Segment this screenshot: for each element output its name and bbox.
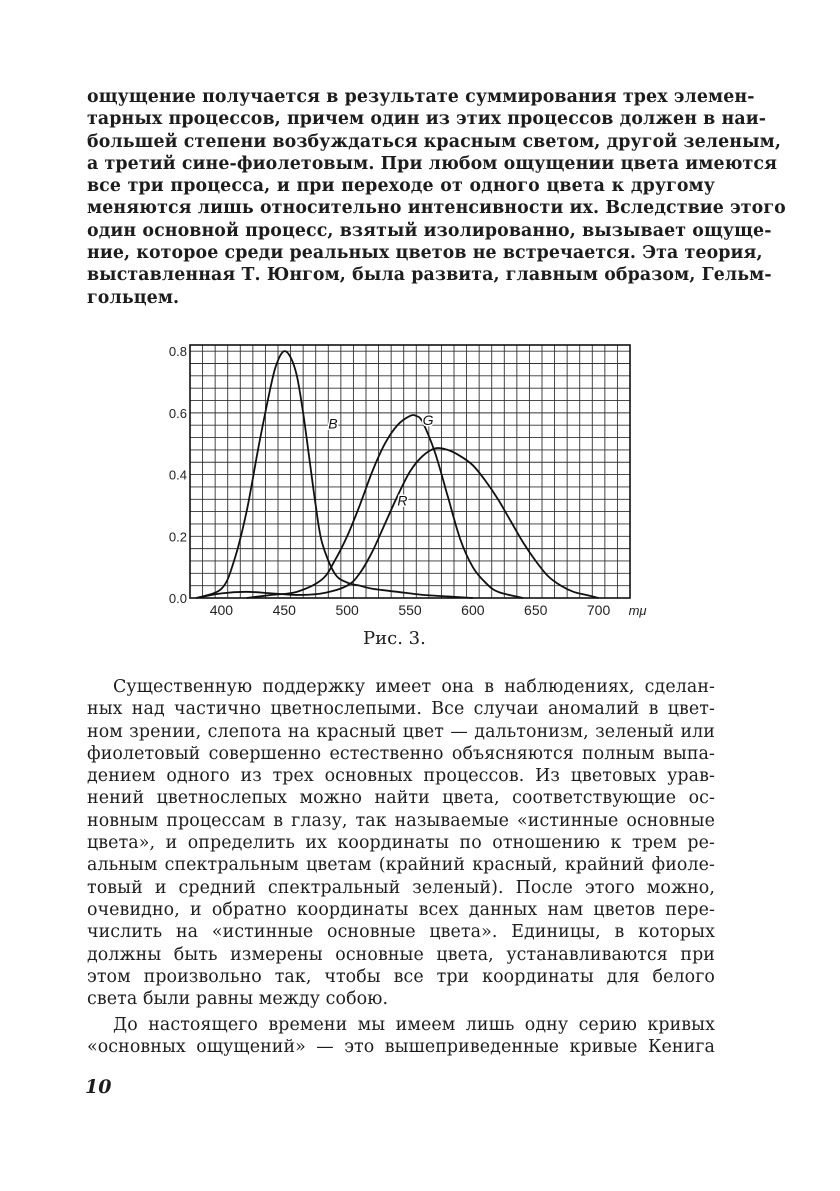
series-g-line bbox=[247, 415, 524, 598]
text-line: ных над частично цветнослепыми. Все случаи аномалий в цвет- bbox=[87, 699, 715, 720]
x-tick-label: 600 bbox=[461, 602, 485, 618]
text-line: ощущение получается в результате суммирования трех элемен- bbox=[87, 87, 755, 107]
x-tick-label: 550 bbox=[398, 602, 422, 618]
y-tick-label: 0.8 bbox=[168, 344, 187, 360]
x-tick-label: 450 bbox=[272, 602, 296, 618]
series-r-line bbox=[196, 448, 598, 598]
x-tick-label: 400 bbox=[209, 602, 234, 618]
text-line: меняются лишь относительно интенсивности их. Вследствие этого bbox=[87, 198, 786, 219]
figure-3 bbox=[160, 330, 660, 630]
text-line: Существенную поддержку имеет она в наблюдениях, сделан- bbox=[113, 677, 715, 697]
text-line: очевидно, и обратно координаты всех данных нам цветов пере- bbox=[87, 899, 715, 920]
text-line: а третий сине-фиолетовым. При любом ощущении цвета имеются bbox=[87, 153, 778, 174]
text-line: «основных ощущений» — это вышеприведенные кривые Кенига bbox=[87, 1037, 715, 1058]
text-line: нений цветнослепых можно найти цвета, соответствующие ос- bbox=[87, 788, 715, 809]
page-number: 10 bbox=[85, 1076, 112, 1098]
text-line: один основной процесс, взятый изолированно, вызывает ощуще- bbox=[87, 220, 772, 241]
x-tick-label: 700 bbox=[586, 602, 611, 618]
x-tick-label: 650 bbox=[524, 602, 548, 618]
y-tick-label: 0.0 bbox=[168, 591, 187, 606]
text-line: ние, которое среди реальных цветов не встречается. Эта теория, bbox=[87, 243, 763, 264]
text-line: большей степени возбуждаться красным светом, другой зеленым, bbox=[87, 131, 782, 152]
text-line: До настоящего времени мы имеем лишь одну серию кривых bbox=[113, 1015, 715, 1035]
text-line: гольцем. bbox=[87, 287, 180, 308]
text-line: тарных процессов, причем один из этих процессов должен в наи- bbox=[87, 109, 767, 130]
series-label-r: R bbox=[397, 492, 408, 509]
spectral-sensitivity-chart bbox=[160, 330, 660, 630]
series-label-b: B bbox=[328, 415, 338, 432]
figure-caption: Рис. 3. bbox=[363, 628, 426, 649]
paragraph-2 bbox=[87, 676, 715, 1010]
series-label-g: G bbox=[422, 412, 434, 429]
text-line: альным спектральным цветам (крайний красный, крайний фиоле- bbox=[87, 855, 715, 876]
text-line: выставленная Т. Юнгом, была развита, главным образом, Гельм- bbox=[87, 265, 772, 286]
paragraph-3 bbox=[87, 1014, 715, 1059]
text-line: фиолетовый совершенно естественно объясняются полным выпа- bbox=[87, 743, 715, 764]
text-line: ном зрении, слепота на красный цвет — дальтонизм, зеленый или bbox=[87, 721, 715, 742]
y-tick-label: 0.4 bbox=[168, 467, 187, 483]
text-line: числить на «истинные основные цвета». Единицы, в которых bbox=[87, 922, 715, 943]
y-tick-label: 0.2 bbox=[168, 529, 187, 545]
text-line: света были равны между собою. bbox=[87, 989, 389, 1010]
text-line: этом произвольно так, чтобы все три координаты для белого bbox=[87, 966, 715, 987]
text-line: дением одного из трех основных процессов. Из цветовых урав- bbox=[87, 766, 715, 787]
text-line: все три процесса, и при переходе от одного цвета к другому bbox=[87, 176, 715, 197]
paragraph-1 bbox=[87, 86, 786, 309]
y-tick-label: 0.6 bbox=[168, 405, 187, 421]
text-line: товый и средний спектральный зеленый). После этого можно, bbox=[87, 877, 715, 898]
x-tick-label: 500 bbox=[335, 602, 359, 618]
text-line: цвета», и определить их координаты по отношению к трем ре- bbox=[87, 833, 715, 854]
x-unit-label: mμ bbox=[628, 603, 647, 618]
text-line: должны быть измерены основные цвета, устанавливаются при bbox=[87, 944, 715, 965]
text-line: новным процессам в глазу, так называемые «истинные основные bbox=[87, 810, 715, 831]
